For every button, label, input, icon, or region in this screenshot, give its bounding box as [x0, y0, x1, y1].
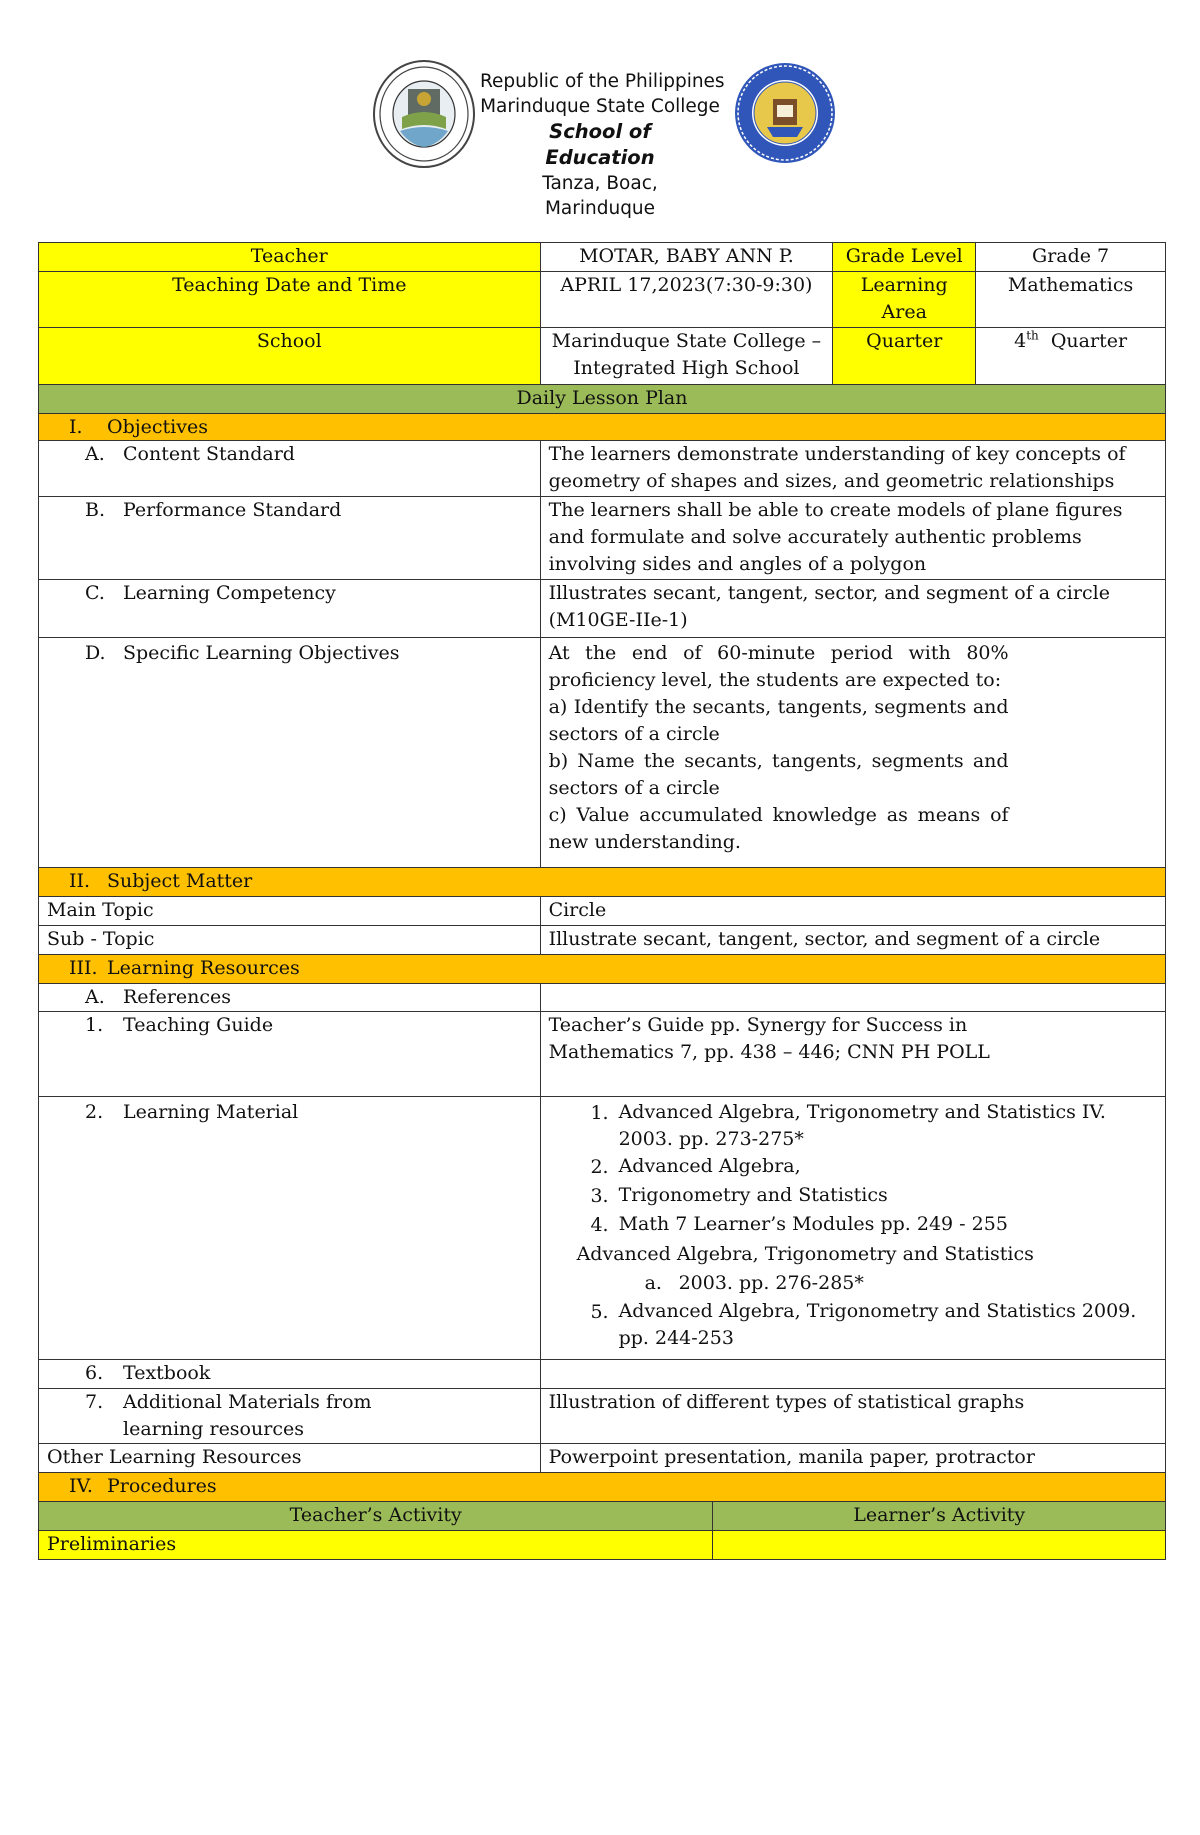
sub-topic-label: Sub - Topic [39, 926, 541, 955]
specific-objectives-marker: D. [85, 642, 106, 664]
resources-heading-row [38, 955, 1166, 984]
school-line: School of [549, 120, 651, 143]
objective-c: c) Value accumulated knowledge as means of new understanding. [548, 804, 1009, 853]
preliminaries-label: Preliminaries [39, 1531, 713, 1560]
material-item [585, 1182, 1157, 1211]
textbook-row [38, 1360, 1166, 1389]
teaching-date-label: Teaching Date and Time [39, 272, 541, 328]
material-text: Advanced Algebra, [618, 1155, 801, 1177]
material-marker: 1. [590, 1102, 609, 1124]
grade-level-value: Grade 7 [976, 242, 1166, 272]
learning-competency-row [38, 580, 1166, 638]
procedures-title: Procedures [107, 1475, 217, 1497]
performance-standard-text: Performance Standard [123, 499, 342, 521]
sub-topic-row [38, 926, 1166, 955]
activity-columns-row [38, 1502, 1166, 1531]
references-row [38, 984, 1166, 1012]
preliminaries-learner [713, 1531, 1166, 1560]
learning-competency-value: Illustrates secant, tangent, sector, and segment of a circle (M10GE-IIe-1) [541, 580, 1166, 638]
specific-objectives-text: Specific Learning Objectives [123, 642, 400, 664]
quarter-number: 4 [1014, 330, 1027, 352]
resources-title: Learning Resources [107, 957, 300, 979]
learning-competency-text: Learning Competency [123, 582, 336, 604]
school-of-education-seal-icon [733, 61, 837, 165]
specific-objectives-row [38, 638, 1166, 868]
material-item [549, 1298, 1157, 1352]
quarter-value [976, 328, 1166, 385]
subject-heading [39, 868, 1166, 897]
lesson-plan-grid [38, 242, 1166, 1560]
teaching-guide-label [39, 1012, 541, 1097]
resources-heading [39, 955, 1166, 984]
subject-title: Subject Matter [107, 870, 253, 892]
textbook-value [541, 1360, 1166, 1389]
teacher-label: Teacher [39, 242, 541, 272]
specific-objectives-intro: At the end of 60-minute period with 80% proficiency level, the students are expected to: [548, 642, 1009, 691]
date-row [38, 272, 1166, 328]
content-standard-text: Content Standard [123, 443, 295, 465]
material-text: Trigonometry and Statistics [618, 1184, 888, 1206]
document-header [0, 55, 1200, 225]
quarter-suffix: th [1026, 328, 1039, 343]
material-item [585, 1099, 1157, 1153]
school-value-line-1: Marinduque State College – [551, 330, 822, 352]
textbook-text: Textbook [123, 1362, 211, 1384]
objective-b: b) Name the secants, tangents, segments and sectors of a circle [548, 750, 1009, 799]
additional-materials-text: Additional Materials from learning resources [123, 1391, 372, 1440]
procedures-numeral: IV. [69, 1475, 93, 1497]
material-sub-marker: a. [644, 1272, 662, 1294]
teaching-guide-marker: 1. [85, 1014, 104, 1036]
subject-numeral: II. [69, 870, 91, 892]
college-line: Marinduque State College [480, 96, 720, 117]
main-topic-row [38, 897, 1166, 926]
additional-materials-value: Illustration of different types of statistical graphs [541, 1389, 1166, 1444]
textbook-label [39, 1360, 541, 1389]
material-items [549, 1099, 1157, 1240]
material-sub-item [549, 1269, 1157, 1298]
procedures-heading-row [38, 1473, 1166, 1502]
material-marker: 2. [590, 1156, 609, 1178]
references-value [541, 984, 1166, 1012]
teaching-guide-text-value: Teacher’s Guide pp. Synergy for Success in Mathematics 7, pp. 438 – 446; CNN PH POLL [548, 1014, 990, 1063]
material-item [585, 1153, 1157, 1182]
references-marker: A. [85, 986, 105, 1008]
references-label [39, 984, 541, 1012]
school-row [38, 328, 1166, 385]
learning-area-label: Learning Area [833, 272, 976, 328]
material-text: Math 7 Learner’s Modules pp. 249 - 255 [618, 1213, 1008, 1235]
school-value-line-2: Integrated High School [573, 357, 800, 379]
college-seal-icon [372, 59, 476, 169]
teacher-activity-header: Teacher’s Activity [39, 1502, 713, 1531]
additional-materials-label [39, 1389, 541, 1444]
learning-material-text: Learning Material [123, 1101, 299, 1123]
teaching-guide-value [541, 1012, 1166, 1097]
material-5-marker: 5. [590, 1301, 609, 1323]
republic-line: Republic of the Philippines [480, 71, 725, 92]
province-line: Marinduque [544, 198, 656, 219]
material-sub-text: 2003. pp. 276-285* [678, 1272, 864, 1294]
performance-standard-row [38, 497, 1166, 580]
learning-competency-marker: C. [85, 582, 105, 604]
objectives-numeral: I. [69, 416, 83, 438]
other-resources-value: Powerpoint presentation, manila paper, protractor [541, 1444, 1166, 1473]
school-value [541, 328, 834, 385]
content-standard-label [39, 441, 541, 497]
learning-area-value: Mathematics [976, 272, 1166, 328]
main-topic-label: Main Topic [39, 897, 541, 926]
other-resources-row [38, 1444, 1166, 1473]
preliminaries-row [38, 1531, 1166, 1560]
plan-title: Daily Lesson Plan [39, 385, 1166, 414]
teaching-date-value: APRIL 17,2023(7:30-9:30) [541, 272, 834, 328]
material-5-text: Advanced Algebra, Trigonometry and Statistics 2009. pp. 244-253 [618, 1300, 1137, 1349]
objective-a: a) Identify the secants, tangents, segments and sectors of a circle [548, 696, 1009, 745]
address-line: Tanza, Boac, [542, 173, 658, 194]
learning-competency-label [39, 580, 541, 638]
subject-heading-row [38, 868, 1166, 897]
quarter-word: Quarter [1050, 330, 1128, 352]
resources-numeral: III. [69, 957, 98, 979]
institution-heading [480, 69, 725, 221]
material-marker: 4. [590, 1214, 609, 1236]
textbook-marker: 6. [85, 1362, 104, 1384]
plan-title-row [38, 385, 1166, 414]
learner-activity-header: Learner’s Activity [713, 1502, 1166, 1531]
material-marker: 3. [590, 1185, 609, 1207]
references-text: References [123, 986, 232, 1008]
learning-material-row [38, 1097, 1166, 1360]
material-text: Advanced Algebra, Trigonometry and Statistics IV. 2003. pp. 273-275* [618, 1101, 1106, 1150]
content-standard-marker: A. [85, 443, 105, 465]
objectives-heading [39, 414, 1166, 441]
procedures-heading [39, 1473, 1166, 1502]
specific-objectives-value [541, 638, 1166, 868]
additional-materials-marker: 7. [85, 1391, 104, 1413]
specific-objectives-label [39, 638, 541, 868]
teacher-row [38, 242, 1166, 272]
quarter-label: Quarter [833, 328, 976, 385]
teaching-guide-text: Teaching Guide [123, 1014, 274, 1036]
learning-material-list [541, 1097, 1166, 1360]
objectives-title: Objectives [107, 416, 208, 438]
teaching-guide-row [38, 1012, 1166, 1097]
material-item [585, 1211, 1157, 1240]
material-plain-line: Advanced Algebra, Trigonometry and Statistics [576, 1243, 1034, 1265]
education-line: Education [545, 146, 655, 169]
content-standard-row [38, 441, 1166, 497]
main-topic-value: Circle [541, 897, 1166, 926]
performance-standard-value: The learners shall be able to create models of plane figures and formulate and solve accurately authentic problems involving sides and angles of a polygon [541, 497, 1166, 580]
teacher-value: MOTAR, BABY ANN P. [541, 242, 834, 272]
objectives-heading-row [38, 414, 1166, 441]
performance-standard-marker: B. [85, 499, 106, 521]
other-resources-label: Other Learning Resources [39, 1444, 541, 1473]
content-standard-value: The learners demonstrate understanding of key concepts of geometry of shapes and sizes, and geometric relationships [541, 441, 1166, 497]
additional-materials-row [38, 1389, 1166, 1444]
performance-standard-label [39, 497, 541, 580]
sub-topic-value: Illustrate secant, tangent, sector, and segment of a circle [541, 926, 1166, 955]
grade-level-label: Grade Level [833, 242, 976, 272]
learning-material-label [39, 1097, 541, 1360]
learning-material-marker: 2. [85, 1101, 104, 1123]
school-label: School [39, 328, 541, 385]
